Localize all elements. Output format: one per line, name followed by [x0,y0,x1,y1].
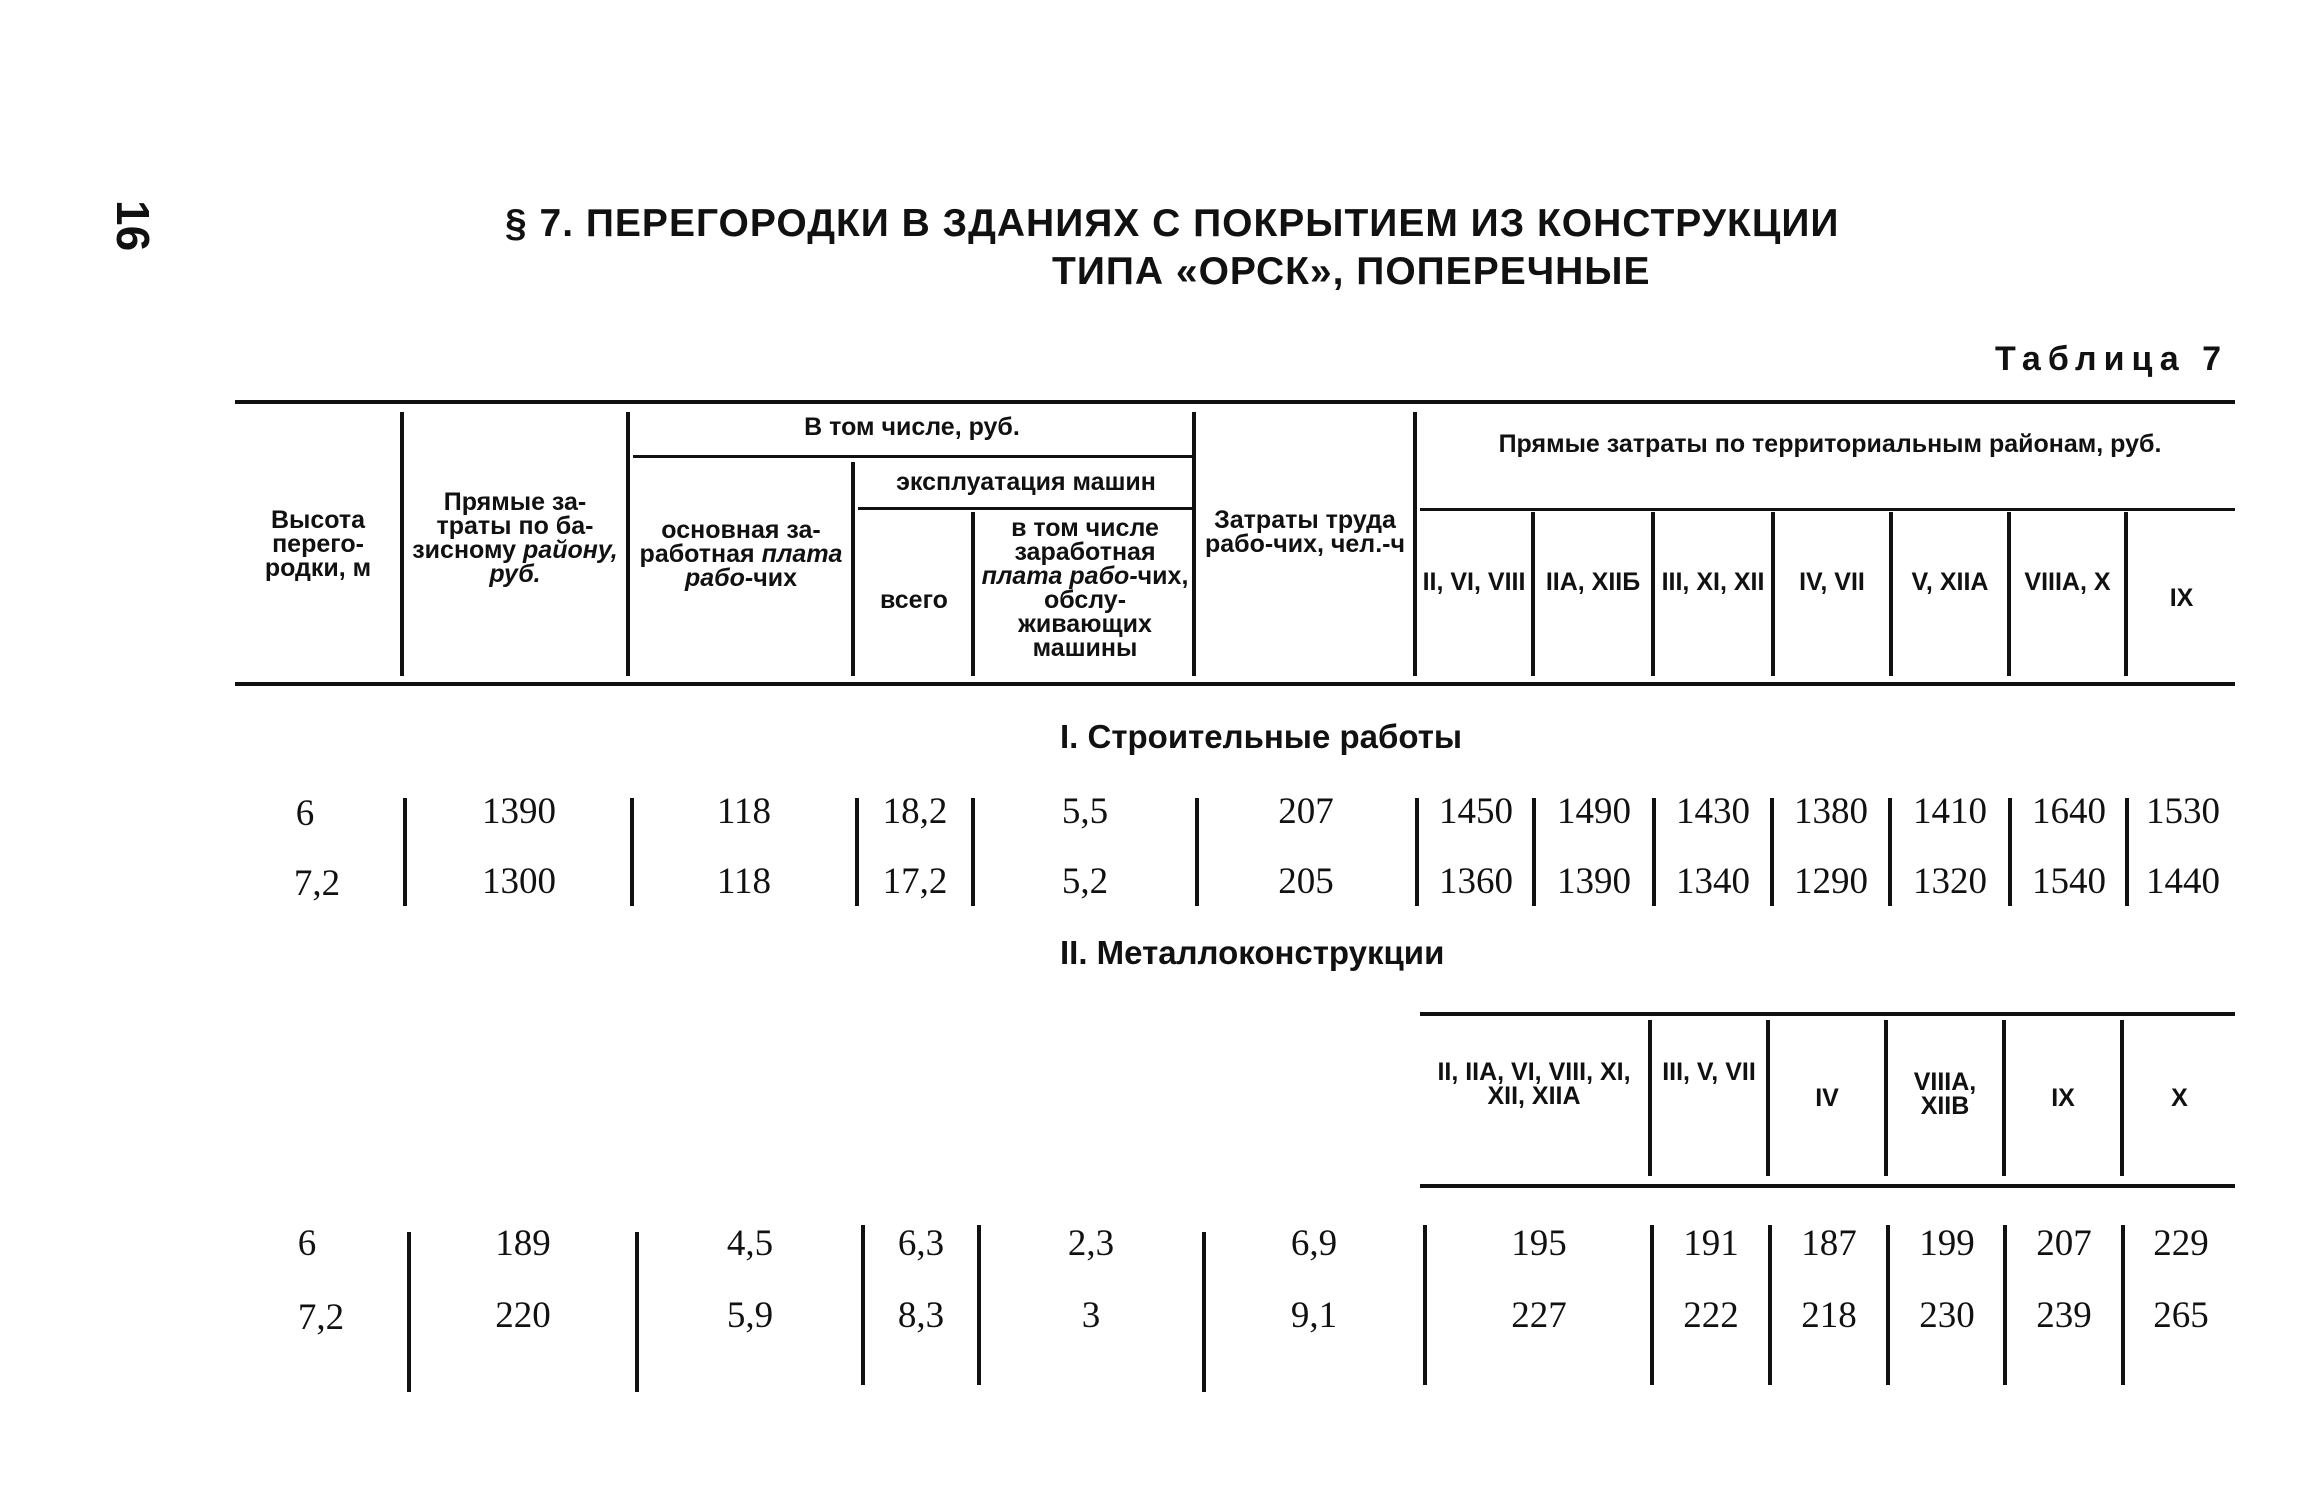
region-col-3: III, XI, XII [1661,568,1765,596]
cell: 1390 [482,791,556,832]
header-territorial: Прямые затраты по территориальным районам, руб. [1498,430,2162,458]
cell: 229 [2153,1223,2209,1264]
header-machine-total: всего [880,586,948,614]
s2-region-col-6: X [2171,1084,2188,1112]
cell: 1490 [1557,791,1631,832]
cell: 207 [2036,1223,2092,1264]
cell: 1290 [1794,861,1868,902]
region-col-4: IV, VII [1799,568,1865,596]
cell: 1410 [1913,791,1987,832]
cell: 1390 [1557,861,1631,902]
s2-region-col-2: III, V, VII [1662,1058,1756,1086]
header-machine-wage: в том числе заработная плата рабо-чих, обслу-живающих машины [981,514,1189,662]
cell: 18,2 [882,791,948,832]
cell: 6,9 [1290,1223,1338,1264]
cell: 205 [1278,861,1334,902]
section-title-line2: ТИПА «ОРСК», ПОПЕРЕЧНЫЕ [1052,250,1651,293]
cell: 230 [1919,1295,1975,1336]
region-col-5: V, XIIA [1911,568,1989,596]
cell: 1440 [2146,861,2220,902]
cell: 6 [297,1223,317,1264]
cell: 118 [716,861,772,902]
cell: 199 [1919,1223,1975,1264]
page-number: 16 [107,200,159,252]
header-base-wage: основная за-работная плата рабо-чих [639,516,843,592]
s2-region-col-5: IX [2051,1084,2075,1112]
section-2-title: II. Металлоконструкции [1060,934,1445,971]
cell: 189 [495,1223,551,1264]
cell: 2,3 [1067,1223,1115,1264]
s2-region-col-4: VIIIA, XIIB [1913,1068,1977,1120]
cell: 1360 [1439,861,1513,902]
cell: 1380 [1794,791,1868,832]
table-label: Таблица 7 [1995,340,2229,378]
header-height: Высота перего-родки, м [264,506,372,582]
cell: 3 [1081,1295,1101,1336]
cell: 239 [2036,1295,2092,1336]
cell: 6 [295,793,315,834]
cell: 207 [1278,791,1334,832]
cell: 222 [1683,1295,1739,1336]
cell: 220 [495,1295,551,1336]
cell: 1530 [2146,791,2220,832]
header-labor: Затраты труда рабо-чих, чел.-ч [1205,506,1405,558]
cell: 195 [1511,1223,1567,1264]
cell: 118 [716,791,772,832]
cell: 265 [2153,1295,2209,1336]
cell: 4,5 [726,1223,774,1264]
header-incl-rub: В том числе, руб. [804,413,1020,441]
header-direct-base: Прямые за-траты по ба-зисному району, руб. [412,488,618,588]
cell: 5,2 [1061,861,1109,902]
region-col-2: IIA, XIIБ [1545,568,1641,596]
region-col-7: IX [2169,584,2194,612]
cell: 218 [1801,1295,1857,1336]
cell: 17,2 [882,861,948,902]
s2-region-col-1: II, IIA, VI, VIII, XI, XII, XIIA [1437,1058,1631,1110]
cell: 5,5 [1061,791,1109,832]
cell: 1340 [1676,861,1750,902]
cell: 187 [1801,1223,1857,1264]
cell: 1300 [482,861,556,902]
section-title-line1: § 7. ПЕРЕГОРОДКИ В ЗДАНИЯХ С ПОКРЫТИЕМ ИЗ КОНСТРУКЦИИ [505,202,1840,245]
region-col-6: VIIIA, X [2024,568,2111,596]
cell: 7,2 [297,1297,345,1338]
cell: 7,2 [293,863,341,904]
region-col-1: II, VI, VIII [1422,568,1526,596]
header-machine-ops: эксплуатация машин [896,468,1156,496]
cell: 5,9 [726,1295,774,1336]
cell: 191 [1683,1223,1739,1264]
cell: 1640 [2032,791,2106,832]
s2-region-col-3: IV [1815,1084,1839,1112]
cell: 6,3 [897,1223,945,1264]
cell: 1540 [2032,861,2106,902]
cell: 227 [1511,1295,1567,1336]
cell: 9,1 [1290,1295,1338,1336]
cell: 1320 [1913,861,1987,902]
cell: 8,3 [897,1295,945,1336]
section-1-title: I. Строительные работы [1060,718,1463,755]
cell: 1430 [1676,791,1750,832]
cell: 1450 [1439,791,1513,832]
